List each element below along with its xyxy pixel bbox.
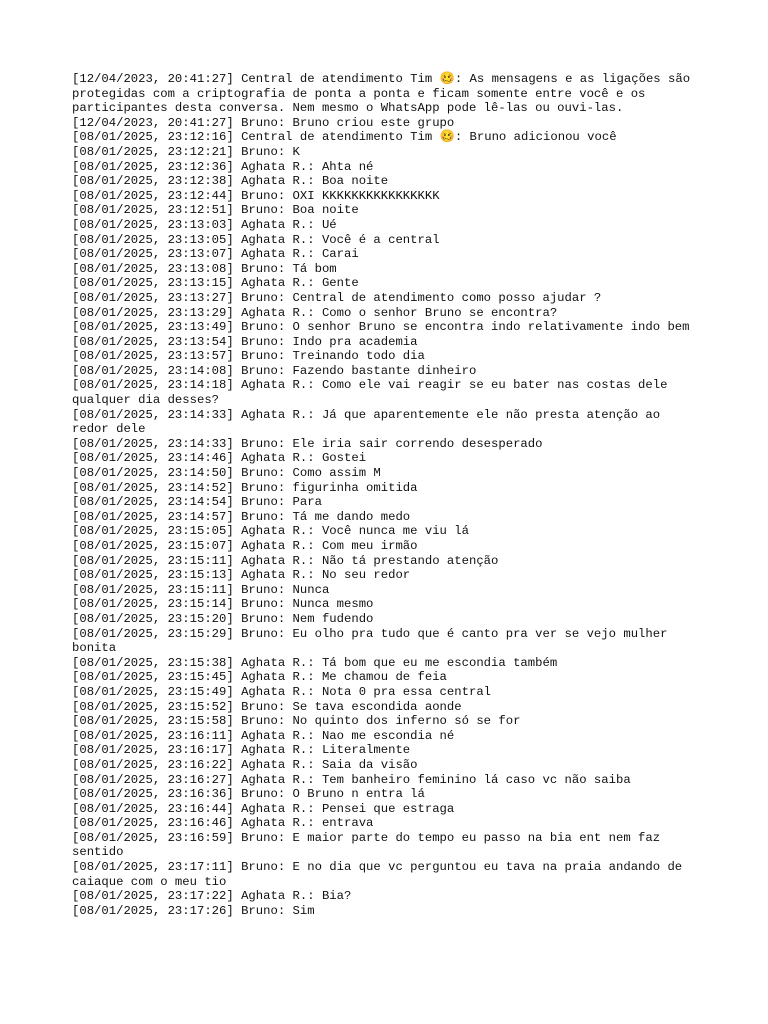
transcript-line: [08/01/2025, 23:14:52] Bruno: figurinha omitida [72, 480, 418, 495]
transcript-line: [08/01/2025, 23:14:08] Bruno: Fazendo bastante dinheiro [72, 363, 477, 378]
transcript-line: [08/01/2025, 23:15:58] Bruno: No quinto dos inferno só se for [72, 714, 521, 729]
transcript-line: [12/04/2023, 20:41:27] Bruno: Bruno criou este grupo [72, 115, 455, 130]
transcript-line: [08/01/2025, 23:15:38] Aghata R.: Tá bom que eu me escondia também [72, 655, 558, 670]
transcript-line: [08/01/2025, 23:14:54] Bruno: Para [72, 495, 322, 510]
chat-transcript [72, 72, 696, 918]
transcript-line: [08/01/2025, 23:16:59] Bruno: E maior parte do tempo eu passo na bia ent nem faz sentido [72, 830, 668, 860]
transcript-line: [08/01/2025, 23:14:57] Bruno: Tá me dando medo [72, 509, 411, 524]
transcript-line: [08/01/2025, 23:15:13] Aghata R.: No seu redor [72, 568, 411, 583]
transcript-line: [08/01/2025, 23:12:44] Bruno: OXI KKKKKKKKKKKKKKKK [72, 188, 440, 203]
transcript-line: [08/01/2025, 23:16:22] Aghata R.: Saia da visão [72, 757, 418, 772]
transcript-line: [08/01/2025, 23:14:18] Aghata R.: Como ele vai reagir se eu bater nas costas dele qualquer dia desses? [72, 378, 675, 408]
transcript-line: [12/04/2023, 20:41:27] Central de atendimento Tim 🥴: As mensagens e as ligações são protegidas com a criptografia de ponta a ponta e ficam somente entre você e os participantes desta conversa. Nem mesmo o WhatsApp pode lê-las ou ouvi-las. [72, 72, 698, 116]
transcript-line: [08/01/2025, 23:13:15] Aghata R.: Gente [72, 276, 359, 291]
transcript-line: [08/01/2025, 23:15:29] Bruno: Eu olho pra tudo que é canto pra ver se vejo mulher bonita [72, 626, 675, 656]
transcript-line: [08/01/2025, 23:14:46] Aghata R.: Gostei [72, 451, 367, 466]
transcript-line: [08/01/2025, 23:14:33] Bruno: Ele iria sair correndo desesperado [72, 436, 543, 451]
transcript-line: [08/01/2025, 23:15:07] Aghata R.: Com meu irmão [72, 539, 418, 553]
transcript-line: [08/01/2025, 23:16:27] Aghata R.: Tem banheiro feminino lá caso vc não saiba [72, 772, 631, 787]
transcript-line: [08/01/2025, 23:16:44] Aghata R.: Pensei que estraga [72, 801, 455, 816]
transcript-line: [08/01/2025, 23:13:05] Aghata R.: Você é a central [72, 232, 440, 247]
transcript-line: [08/01/2025, 23:13:49] Bruno: O senhor Bruno se encontra indo relativamente indo bem [72, 320, 690, 335]
transcript-line: [08/01/2025, 23:14:33] Aghata R.: Já que aparentemente ele não presta atenção ao redor dele [72, 407, 668, 437]
transcript-line: [08/01/2025, 23:14:50] Bruno: Como assim M [72, 466, 381, 481]
transcript-line: [08/01/2025, 23:16:46] Aghata R.: entrava [72, 816, 374, 831]
transcript-line: [08/01/2025, 23:12:51] Bruno: Boa noite [72, 203, 359, 218]
transcript-line: [08/01/2025, 23:13:54] Bruno: Indo pra academia [72, 334, 418, 349]
transcript-line: [08/01/2025, 23:16:17] Aghata R.: Literalmente [72, 743, 411, 758]
transcript-line: [08/01/2025, 23:13:08] Bruno: Tá bom [72, 261, 337, 276]
transcript-line: [08/01/2025, 23:12:36] Aghata R.: Ahta né [72, 159, 374, 174]
transcript-line: [08/01/2025, 23:16:11] Aghata R.: Nao me escondia né [72, 728, 455, 743]
transcript-line: [08/01/2025, 23:17:26] Bruno: Sim [72, 903, 315, 918]
transcript-line: [08/01/2025, 23:12:16] Central de atendimento Tim 🥴: Bruno adicionou você [72, 130, 617, 145]
transcript-line: [08/01/2025, 23:15:14] Bruno: Nunca mesmo [72, 597, 374, 612]
transcript-line: [08/01/2025, 23:13:27] Bruno: Central de atendimento como posso ajudar ? [72, 290, 602, 305]
transcript-line: [08/01/2025, 23:13:03] Aghata R.: Ué [72, 217, 337, 232]
transcript-line: [08/01/2025, 23:16:36] Bruno: O Bruno n entra lá [72, 787, 425, 802]
transcript-line: [08/01/2025, 23:17:11] Bruno: E no dia que vc perguntou eu tava na praia andando de caiaque com o meu tio [72, 860, 690, 889]
transcript-line: [08/01/2025, 23:15:52] Bruno: Se tava escondida aonde [72, 699, 462, 714]
transcript-line: [08/01/2025, 23:15:49] Aghata R.: Nota 0 pra essa central [72, 684, 492, 699]
transcript-line: [08/01/2025, 23:13:07] Aghata R.: Carai [72, 247, 359, 262]
transcript-line: [08/01/2025, 23:13:57] Bruno: Treinando todo dia [72, 349, 425, 364]
transcript-line: [08/01/2025, 23:12:38] Aghata R.: Boa noite [72, 174, 389, 189]
transcript-line: [08/01/2025, 23:15:20] Bruno: Nem fudendo [72, 611, 374, 626]
transcript-line: [08/01/2025, 23:12:21] Bruno: K [72, 144, 300, 159]
transcript-line: [08/01/2025, 23:15:11] Bruno: Nunca [72, 582, 330, 597]
transcript-line: [08/01/2025, 23:17:22] Aghata R.: Bia? [72, 889, 352, 904]
transcript-line: [08/01/2025, 23:15:05] Aghata R.: Você nunca me viu lá [72, 524, 469, 539]
transcript-line: [08/01/2025, 23:13:29] Aghata R.: Como o senhor Bruno se encontra? [72, 305, 558, 320]
transcript-line: [08/01/2025, 23:15:45] Aghata R.: Me chamou de feia [72, 670, 447, 685]
transcript-line: [08/01/2025, 23:15:11] Aghata R.: Não tá prestando atenção [72, 553, 499, 568]
